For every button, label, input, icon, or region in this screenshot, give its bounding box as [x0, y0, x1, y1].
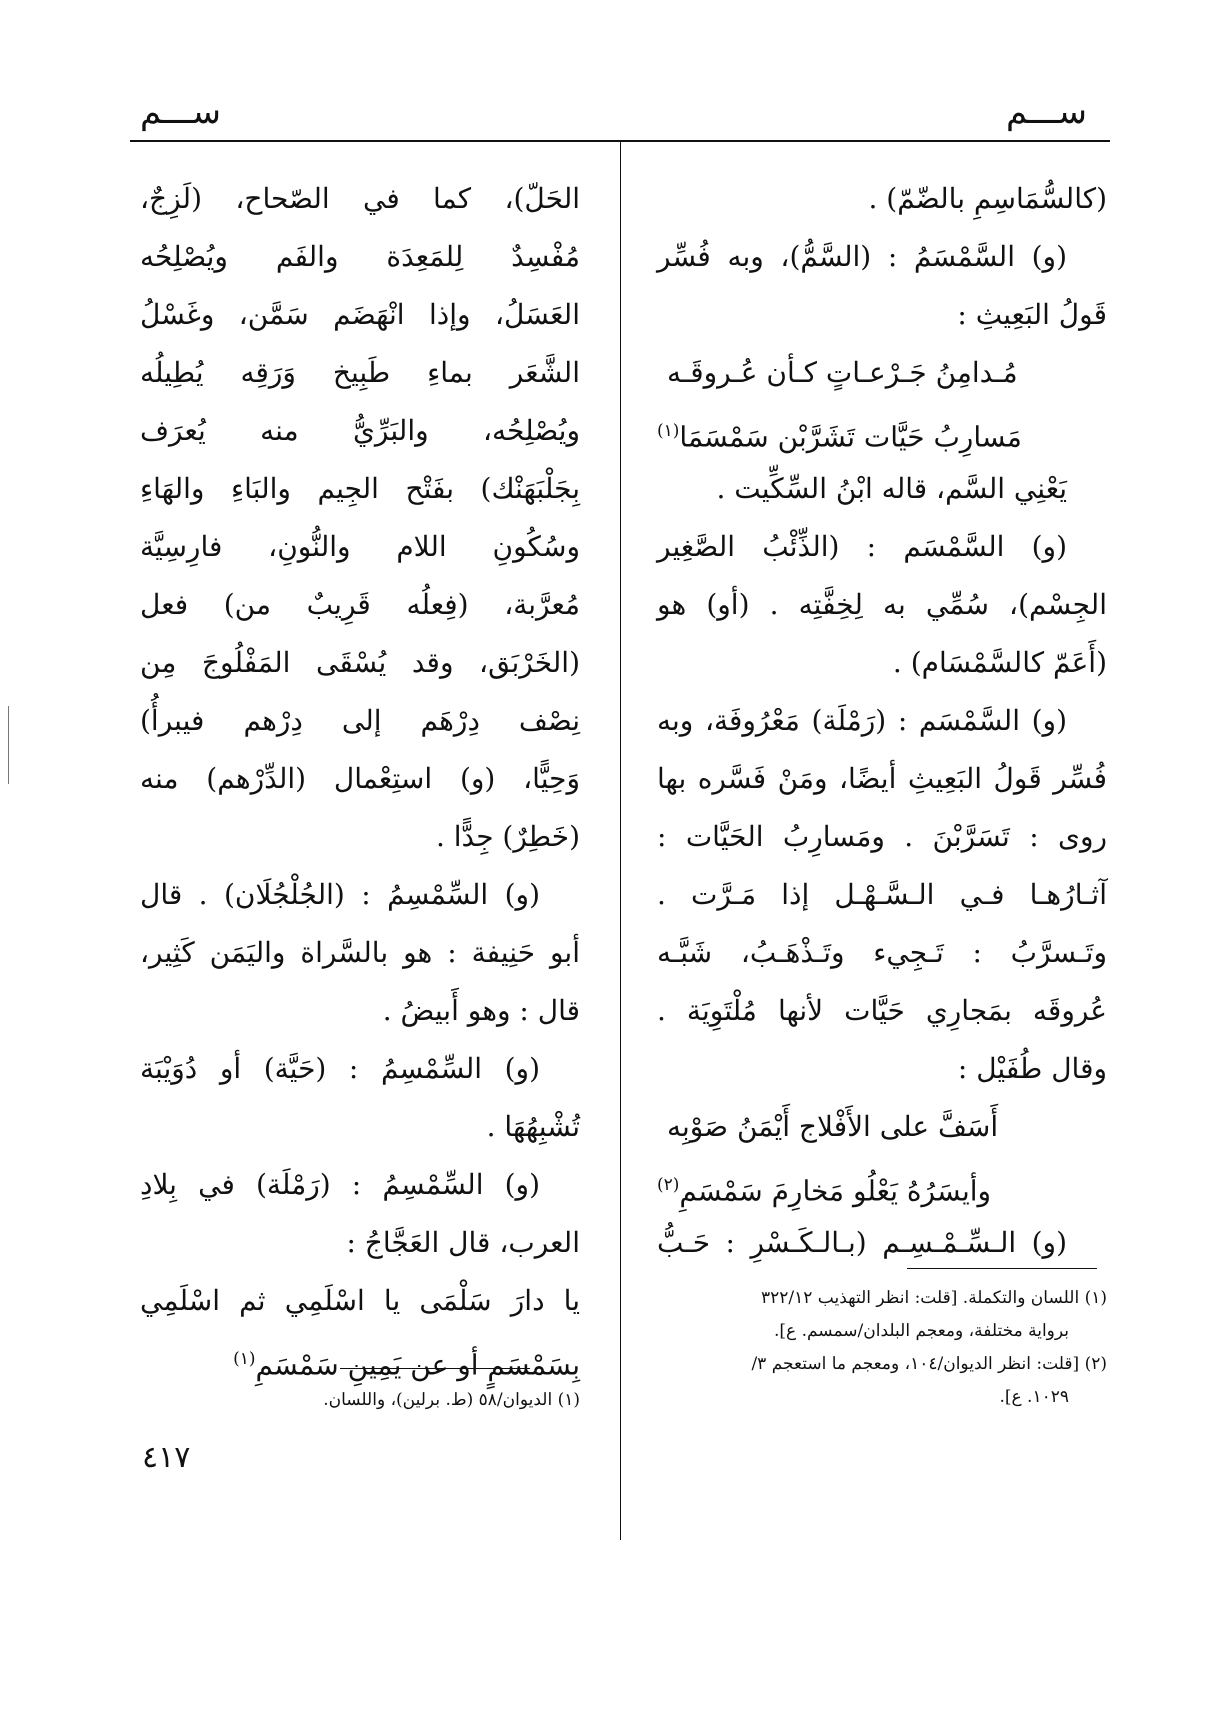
text-line: (أَعَمّ كالسَّمْسَام) .: [892, 646, 1107, 679]
text-line: بِجَلْبَهَنْك) بفَتْح الجِيم والبَاءِ والهَاءِ: [140, 472, 580, 505]
text-line: (كالسُّمَاسِمِ بالضّمّ) .: [868, 182, 1107, 215]
footnote-text: الديوان/٥٨ (ط. برلين)، واللسان.: [323, 1390, 553, 1410]
text-line: (و) السِّمْسِمُ : (حَيَّة) أو دُوَيْبَة: [140, 1052, 540, 1085]
text-line: فُسِّر قَولُ البَعِيثِ أيضًا، ومَنْ فَسَّره بها: [657, 762, 1107, 795]
verse-line: يا دارَ سَلْمَى يا اسْلَمِي ثم اسْلَمِي: [140, 1284, 580, 1317]
footnote-continuation: برواية مختلفة، ومعجم البلدان/سمسم. ع].: [773, 1321, 1069, 1341]
verse-text: وأيسَرُهُ يَعْلُو مَخارِمَ سَمْسَمِ: [679, 1174, 992, 1208]
text-line: روى : تَسَرَّبْنَ . ومَسارِبُ الحَيَّات :: [657, 820, 1107, 853]
column-divider: [620, 140, 621, 1540]
text-line: (خَطِرٌ) جِدًّا .: [435, 820, 580, 853]
footnotes-left: [140, 1384, 580, 1417]
text-line: قال : وهو أَبيضُ .: [382, 994, 580, 1027]
text-line: مُعرَّبة، (فِعلُه قَرِيبٌ من) فعل: [140, 588, 580, 621]
verse-line: [657, 1156, 1107, 1214]
footnote-marker: (١): [657, 421, 680, 441]
footnote-number: (١): [557, 1390, 580, 1410]
verse-line: [140, 1330, 580, 1388]
text-line: وسُكُونِ اللام والنُّونِ، فارِسِيَّة: [140, 530, 580, 563]
text-line: وتَـسرَّبُ : تَـجِيء وتَـذْهَـبُ، شَبَّـه: [657, 936, 1107, 969]
footnote-rule-left: [340, 1368, 530, 1369]
text-line: (و) السِّمْسِمُ : (الجُلْجُلَان) . قال: [140, 878, 540, 911]
text-line: نِصْف دِرْهَم إلى دِرْهم فيبرأُ): [140, 704, 580, 737]
verse-line: مُـدامِنُ جَـرْعـاتٍ كـأن عُـروقَـه: [667, 356, 1018, 389]
footnote-number: (١): [1084, 1288, 1107, 1308]
text-line: (الخَرْبَق، وقد يُسْقَى المَفْلُوجَ مِن: [140, 646, 580, 679]
footnote-number: (٢): [1084, 1354, 1107, 1374]
text-line: (و) السِّمْسِمُ : (رَمْلَة) في بِلادِ: [140, 1168, 540, 1201]
text-line: آثـارُهـا فـي الـسَّـهْـل إذا مَـرَّت .: [657, 878, 1107, 911]
text-line: العَسَلُ، وإذا انْهَضَم سَمَّن، وغَسْلُ: [140, 298, 580, 331]
text-line: وقال طُفَيْل :: [957, 1052, 1107, 1085]
footnote-text: [قلت: انظر الديوان/١٠٤، ومعجم ما استعجم ٣/: [751, 1354, 1080, 1374]
text-line: الحَلّ)، كما في الصّحاح، (لَزِجٌ،: [140, 182, 580, 215]
footnote-continuation: ١٠٢٩. ع].: [999, 1387, 1069, 1407]
verse-text: بِسَمْسَمٍ أو عن يَمِينِ سَمْسَمِ: [255, 1348, 580, 1382]
margin-mark: [8, 706, 9, 784]
text-line: تُشْبِهُهَا .: [486, 1110, 580, 1143]
text-line: مُفْسِدٌ لِلمَعِدَة والفَم ويُصْلِحُه: [140, 240, 580, 273]
footnote: [140, 1384, 580, 1417]
text-line: (و) السَّمْسَمُ : (السَّمُّ)، وبه فُسِّر: [657, 240, 1067, 273]
text-line: ويُصْلِحُه، والبَرِّيُّ منه يُعرَف: [140, 414, 580, 447]
verse-text: مَسارِبُ حَيَّات تَشَرَّبْن سَمْسَمَا: [679, 420, 1022, 454]
text-line: قَولُ البَعِيثِ :: [957, 298, 1107, 331]
text-line: عُروقَه بمَجارِي حَيَّات لأنها مُلْتَوِيَة .: [657, 994, 1107, 1027]
text-line: العرب، قال العَجَّاجُ :: [346, 1226, 580, 1259]
left-column: [140, 170, 580, 1388]
right-column: [657, 170, 1107, 1272]
text-line: (و) الـسِّـمْـسِـم (بـالـكَـسْرِ : حَـبُّ: [657, 1226, 1067, 1259]
text-line: الشَّعَر بماءِ طَبِيخ وَرَقِه يُطِيلُه: [140, 356, 580, 389]
running-header-left: ســـم: [140, 92, 221, 132]
footnotes-right: [657, 1282, 1107, 1414]
text-line: (و) السَّمْسَم : (الذِّئْبُ الصَّغِير: [657, 530, 1067, 563]
text-line: يَعْنِي السَّم، قاله ابْنُ السِّكِّيت .: [716, 472, 1067, 505]
footnote: [657, 1348, 1107, 1381]
text-line: وَحِيًّا، (و) استِعْمال (الدِّرْهم) منه: [140, 762, 580, 795]
footnote-marker: (٢): [657, 1175, 680, 1195]
footnote-marker: (١): [233, 1349, 256, 1369]
footnote-text: اللسان والتكملة. [قلت: انظر التهذيب ٣٢٢/١٢: [760, 1288, 1080, 1308]
page-number: ٤١٧: [142, 1440, 191, 1475]
text-line: أبو حَنِيفة : هو بالسَّراة واليَمَن كَثِير،: [140, 936, 580, 969]
verse-line: [657, 402, 1107, 460]
verse-line: أَسَفَّ على الأَفْلاج أَيْمَنُ صَوْبِه: [667, 1110, 999, 1143]
text-line: (و) السَّمْسَم : (رَمْلَة) مَعْرُوفَة، وبه: [657, 704, 1067, 737]
text-line: الجِسْم)، سُمِّي به لِخِفَّتِه . (أو) هو: [657, 588, 1107, 621]
footnote: [657, 1282, 1107, 1315]
footnote-rule-right: [907, 1268, 1097, 1269]
running-header-right: ســـم: [1006, 92, 1087, 132]
